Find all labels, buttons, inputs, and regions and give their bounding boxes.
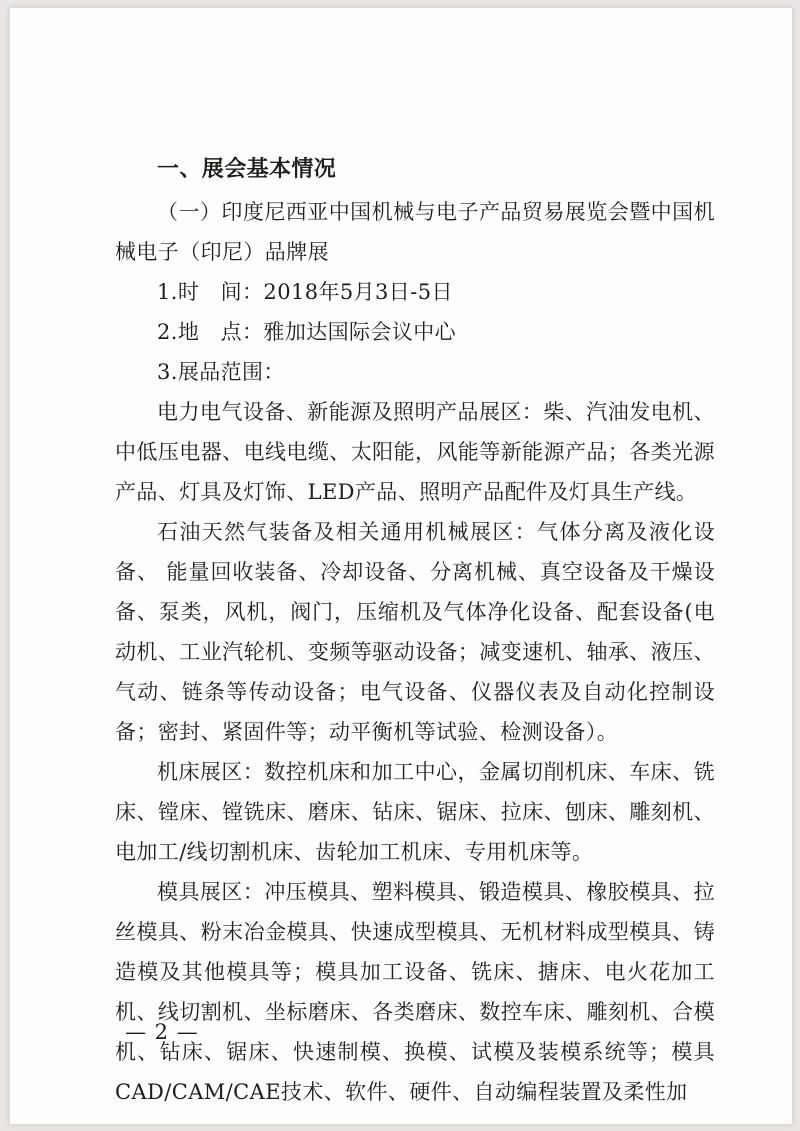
paragraph-power-zone: 电力电气设备、新能源及照明产品展区：柴、汽油发电机、中低压电器、电线电缆、太阳能，风能等新能源产品；各类光源产品、灯具及灯饰、LED产品、照明产品配件及灯具生产线。 [115, 400, 715, 504]
paragraph-machine-tool-zone: 机床展区：数控机床和加工中心，金属切削机床、车床、铣床、镗床、镗铣床、磨床、钻床、锯床、拉床、刨床、雕刻机、电加工/线切割机床、齿轮加工机床、专用机床等。 [115, 760, 715, 864]
paragraph-mold-zone: 模具展区：冲压模具、塑料模具、锻造模具、橡胶模具、拉丝模具、粉末冶金模具、快速成型模具、无机材料成型模具、铸造模及其他模具等；模具加工设备、铣床、搪床、电火花加工机、线切割机、坐标磨床、各类磨床、数控车床、雕刻机、合模机、钻床、锯床、快速制模、换模、试模及装模系统等；模具CAD/CAM/CAE技术、软件、硬件、自动编程装置及柔性加 [115, 880, 715, 1104]
subsection-title: （一）印度尼西亚中国机械与电子产品贸易展览会暨中国机械电子（印尼）品牌展 [115, 200, 715, 264]
exhibition-time: 1.时 间：2018年5月3日-5日 [157, 280, 453, 304]
document-page [10, 8, 792, 1124]
exhibition-location: 2.地 点：雅加达国际会议中心 [157, 320, 457, 344]
paragraph-oil-gas-zone: 石油天然气装备及相关通用机械展区：气体分离及液化设备、 能量回收装备、冷却设备、分离机械、真空设备及干燥设备、泵类，风机，阀门，压缩机及气体净化设备、配套设备(电动机、工业汽轮机、变频等驱动设备；减变速机、轴承、液压、气动、链条等传动设备；电气设备、仪器仪表及自动化控制设备；密封、紧固件等；动平衡机等试验、检测设备）。 [115, 520, 715, 744]
exhibit-scope-label: 3.展品范围： [157, 360, 285, 384]
section-heading: 一、展会基本情况 [157, 157, 337, 182]
document-body [115, 140, 715, 1112]
page-number: — 2 — [125, 1020, 199, 1044]
